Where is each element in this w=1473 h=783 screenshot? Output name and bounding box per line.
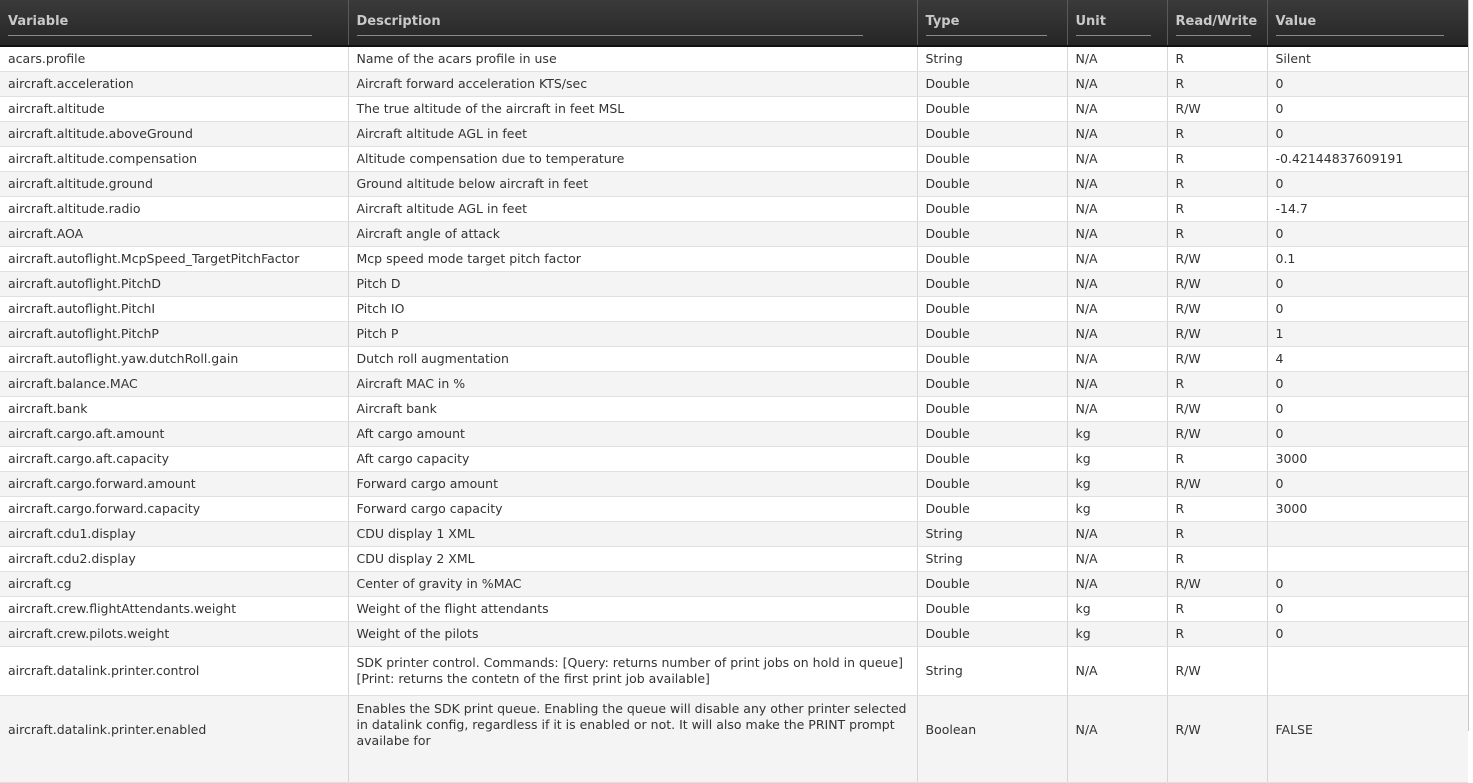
cell-type: Double	[917, 447, 1067, 472]
cell-read-write: R/W	[1167, 322, 1267, 347]
cell-unit: N/A	[1067, 222, 1167, 247]
cell-type: Double	[917, 322, 1067, 347]
cell-variable: aircraft.altitude	[0, 97, 348, 122]
cell-variable: acars.profile	[0, 46, 348, 72]
cell-value: Silent	[1267, 46, 1468, 72]
cell-variable: aircraft.cg	[0, 572, 348, 597]
cell-type: Double	[917, 172, 1067, 197]
cell-read-write: R/W	[1167, 247, 1267, 272]
table-row[interactable]	[0, 622, 1468, 647]
cell-description: Weight of the flight attendants	[348, 597, 917, 622]
cell-type: Double	[917, 572, 1067, 597]
cell-read-write: R/W	[1167, 422, 1267, 447]
cell-variable: aircraft.crew.flightAttendants.weight	[0, 597, 348, 622]
column-header-description[interactable]	[348, 0, 917, 46]
cell-variable: aircraft.altitude.aboveGround	[0, 122, 348, 147]
table-row[interactable]	[0, 347, 1468, 372]
table-row[interactable]	[0, 197, 1468, 222]
cell-value: 0	[1267, 572, 1468, 597]
table-row[interactable]	[0, 222, 1468, 247]
column-header-read-write[interactable]	[1167, 0, 1267, 46]
cell-read-write: R/W	[1167, 297, 1267, 322]
cell-value: 0	[1267, 472, 1468, 497]
cell-value: 0.1	[1267, 247, 1468, 272]
cell-variable: aircraft.autoflight.yaw.dutchRoll.gain	[0, 347, 348, 372]
cell-variable: aircraft.acceleration	[0, 72, 348, 97]
cell-description: Pitch P	[348, 322, 917, 347]
cell-read-write: R/W	[1167, 647, 1267, 696]
cell-value: 0	[1267, 97, 1468, 122]
column-header-label: Unit	[1076, 14, 1151, 36]
table-body	[0, 46, 1468, 783]
cell-type: Double	[917, 147, 1067, 172]
cell-value: 4	[1267, 347, 1468, 372]
cell-value: 0	[1267, 297, 1468, 322]
cell-read-write: R/W	[1167, 472, 1267, 497]
cell-description: Center of gravity in %MAC	[348, 572, 917, 597]
cell-variable: aircraft.autoflight.PitchI	[0, 297, 348, 322]
cell-description: Name of the acars profile in use	[348, 46, 917, 72]
cell-type: Double	[917, 472, 1067, 497]
cell-description: Aircraft forward acceleration KTS/sec	[348, 72, 917, 97]
table-row[interactable]	[0, 647, 1468, 696]
table-row[interactable]	[0, 322, 1468, 347]
cell-value: -0.42144837609191	[1267, 147, 1468, 172]
cell-unit: N/A	[1067, 397, 1167, 422]
cell-read-write: R	[1167, 222, 1267, 247]
table-row[interactable]	[0, 97, 1468, 122]
cell-description: Weight of the pilots	[348, 622, 917, 647]
cell-read-write: R	[1167, 122, 1267, 147]
cell-unit: N/A	[1067, 197, 1167, 222]
cell-read-write: R	[1167, 372, 1267, 397]
cell-description: Ground altitude below aircraft in feet	[348, 172, 917, 197]
cell-read-write: R	[1167, 547, 1267, 572]
cell-description: Forward cargo amount	[348, 472, 917, 497]
cell-read-write: R	[1167, 197, 1267, 222]
cell-unit: N/A	[1067, 147, 1167, 172]
table-row[interactable]	[0, 46, 1468, 72]
table-row[interactable]	[0, 397, 1468, 422]
cell-value: 0	[1267, 172, 1468, 197]
cell-unit: kg	[1067, 447, 1167, 472]
cell-type: Double	[917, 97, 1067, 122]
cell-type: Double	[917, 222, 1067, 247]
cell-unit: N/A	[1067, 72, 1167, 97]
cell-variable: aircraft.bank	[0, 397, 348, 422]
cell-unit: N/A	[1067, 522, 1167, 547]
cell-description: Enables the SDK print queue. Enabling the queue will disable any other printer selected in datalink config, regardless if it is enabled or not. It will also make the PRINT prompt availabe for	[348, 696, 917, 783]
cell-read-write: R/W	[1167, 572, 1267, 597]
column-header-value[interactable]	[1267, 0, 1468, 46]
cell-variable: aircraft.cdu1.display	[0, 522, 348, 547]
cell-unit: N/A	[1067, 322, 1167, 347]
cell-type: Double	[917, 347, 1067, 372]
cell-type: Double	[917, 372, 1067, 397]
cell-unit: kg	[1067, 497, 1167, 522]
cell-description: Altitude compensation due to temperature	[348, 147, 917, 172]
table-row[interactable]	[0, 547, 1468, 572]
cell-type: Boolean	[917, 696, 1067, 783]
cell-value: 3000	[1267, 497, 1468, 522]
cell-type: Double	[917, 272, 1067, 297]
cell-description: CDU display 2 XML	[348, 547, 917, 572]
cell-value: -14.7	[1267, 197, 1468, 222]
cell-variable: aircraft.cargo.forward.capacity	[0, 497, 348, 522]
cell-read-write: R/W	[1167, 696, 1267, 783]
cell-read-write: R	[1167, 72, 1267, 97]
table-row[interactable]	[0, 572, 1468, 597]
cell-type: Double	[917, 497, 1067, 522]
cell-unit: N/A	[1067, 46, 1167, 72]
cell-read-write: R/W	[1167, 272, 1267, 297]
table-row[interactable]	[0, 497, 1468, 522]
cell-variable: aircraft.cdu2.display	[0, 547, 348, 572]
cell-value: 0	[1267, 222, 1468, 247]
table-row[interactable]	[0, 172, 1468, 197]
column-header-label: Variable	[8, 14, 312, 36]
column-header-type[interactable]	[917, 0, 1067, 46]
cell-unit: N/A	[1067, 247, 1167, 272]
cell-description: CDU display 1 XML	[348, 522, 917, 547]
cell-unit: kg	[1067, 472, 1167, 497]
cell-description: Mcp speed mode target pitch factor	[348, 247, 917, 272]
cell-type: Double	[917, 122, 1067, 147]
cell-type: Double	[917, 297, 1067, 322]
column-header-label: Value	[1276, 14, 1445, 36]
cell-unit: N/A	[1067, 572, 1167, 597]
cell-description: Aircraft angle of attack	[348, 222, 917, 247]
cell-value: 0	[1267, 597, 1468, 622]
cell-read-write: R	[1167, 447, 1267, 472]
cell-variable: aircraft.cargo.aft.capacity	[0, 447, 348, 472]
cell-unit: N/A	[1067, 297, 1167, 322]
cell-value: 1	[1267, 322, 1468, 347]
cell-type: String	[917, 522, 1067, 547]
cell-type: Double	[917, 247, 1067, 272]
cell-description: Aircraft MAC in %	[348, 372, 917, 397]
cell-variable: aircraft.cargo.aft.amount	[0, 422, 348, 447]
cell-read-write: R/W	[1167, 97, 1267, 122]
table-row[interactable]	[0, 422, 1468, 447]
cell-unit: N/A	[1067, 547, 1167, 572]
cell-variable: aircraft.datalink.printer.control	[0, 647, 348, 696]
cell-value: 0	[1267, 72, 1468, 97]
cell-variable: aircraft.autoflight.PitchD	[0, 272, 348, 297]
cell-unit: kg	[1067, 422, 1167, 447]
column-header-variable[interactable]	[0, 0, 348, 46]
table-row[interactable]	[0, 72, 1468, 97]
cell-type: Double	[917, 422, 1067, 447]
cell-read-write: R/W	[1167, 347, 1267, 372]
cell-read-write: R	[1167, 172, 1267, 197]
cell-value	[1267, 647, 1468, 696]
cell-read-write: R	[1167, 147, 1267, 172]
column-header-unit[interactable]	[1067, 0, 1167, 46]
cell-unit: kg	[1067, 597, 1167, 622]
cell-type: String	[917, 647, 1067, 696]
cell-read-write: R	[1167, 622, 1267, 647]
cell-description: Aircraft altitude AGL in feet	[348, 197, 917, 222]
cell-unit: N/A	[1067, 696, 1167, 783]
cell-description: Forward cargo capacity	[348, 497, 917, 522]
cell-value: FALSE	[1267, 696, 1468, 783]
cell-type: Double	[917, 597, 1067, 622]
cell-variable: aircraft.crew.pilots.weight	[0, 622, 348, 647]
cell-variable: aircraft.autoflight.PitchP	[0, 322, 348, 347]
table-row[interactable]	[0, 247, 1468, 272]
cell-value	[1267, 547, 1468, 572]
cell-value: 3000	[1267, 447, 1468, 472]
cell-description: Aircraft bank	[348, 397, 917, 422]
cell-type: Double	[917, 72, 1067, 97]
cell-read-write: R	[1167, 597, 1267, 622]
cell-description: Pitch IO	[348, 297, 917, 322]
cell-type: String	[917, 46, 1067, 72]
table-row[interactable]	[0, 447, 1468, 472]
table-row[interactable]	[0, 597, 1468, 622]
cell-type: Double	[917, 397, 1067, 422]
cell-read-write: R	[1167, 497, 1267, 522]
table-header	[0, 0, 1468, 46]
cell-unit: N/A	[1067, 272, 1167, 297]
cell-variable: aircraft.altitude.radio	[0, 197, 348, 222]
cell-value: 0	[1267, 397, 1468, 422]
cell-value: 0	[1267, 622, 1468, 647]
cell-variable: aircraft.altitude.ground	[0, 172, 348, 197]
cell-description: Pitch D	[348, 272, 917, 297]
cell-unit: N/A	[1067, 647, 1167, 696]
cell-value	[1267, 522, 1468, 547]
cell-description: Aft cargo capacity	[348, 447, 917, 472]
cell-type: Double	[917, 622, 1067, 647]
cell-description: Aft cargo amount	[348, 422, 917, 447]
cell-type: Double	[917, 197, 1067, 222]
table-row[interactable]	[0, 297, 1468, 322]
cell-unit: N/A	[1067, 172, 1167, 197]
table-row[interactable]	[0, 522, 1468, 547]
cell-unit: N/A	[1067, 347, 1167, 372]
cell-type: String	[917, 547, 1067, 572]
cell-variable: aircraft.altitude.compensation	[0, 147, 348, 172]
cell-variable: aircraft.datalink.printer.enabled	[0, 696, 348, 783]
cell-value: 0	[1267, 272, 1468, 297]
cell-variable: aircraft.autoflight.McpSpeed_TargetPitchFactor	[0, 247, 348, 272]
column-header-label: Read/Write	[1176, 14, 1251, 36]
table-row[interactable]	[0, 272, 1468, 297]
cell-description: Aircraft altitude AGL in feet	[348, 122, 917, 147]
cell-read-write: R	[1167, 522, 1267, 547]
cell-unit: N/A	[1067, 122, 1167, 147]
column-header-label: Description	[357, 14, 863, 36]
table-row[interactable]	[0, 372, 1468, 397]
cell-read-write: R/W	[1167, 397, 1267, 422]
cell-unit: N/A	[1067, 372, 1167, 397]
cell-description: SDK printer control. Commands: [Query: returns number of print jobs on hold in queue] [Print: returns the contetn of the first print job available]	[348, 647, 917, 696]
cell-variable: aircraft.AOA	[0, 222, 348, 247]
cell-unit: kg	[1067, 622, 1167, 647]
table-row[interactable]	[0, 122, 1468, 147]
cell-description: Dutch roll augmentation	[348, 347, 917, 372]
cell-description: The true altitude of the aircraft in feet MSL	[348, 97, 917, 122]
cell-unit: N/A	[1067, 97, 1167, 122]
cell-value: 0	[1267, 122, 1468, 147]
table-row[interactable]	[0, 147, 1468, 172]
cell-variable: aircraft.cargo.forward.amount	[0, 472, 348, 497]
column-header-label: Type	[926, 14, 1047, 36]
table-row[interactable]	[0, 696, 1468, 783]
cell-value: 0	[1267, 372, 1468, 397]
cell-read-write: R	[1167, 46, 1267, 72]
cell-value: 0	[1267, 422, 1468, 447]
table-row[interactable]	[0, 472, 1468, 497]
cell-variable: aircraft.balance.MAC	[0, 372, 348, 397]
